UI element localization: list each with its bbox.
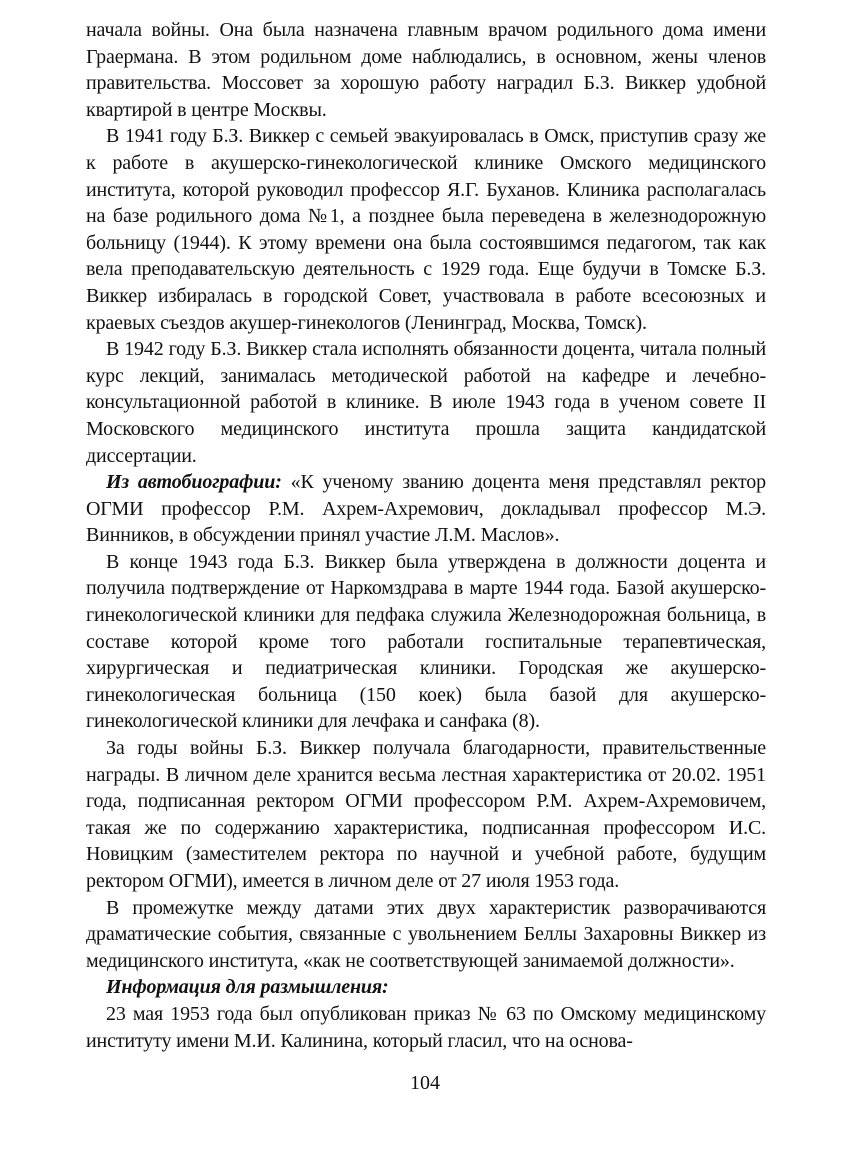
paragraph-7: В промежутке между датами этих двух характеристик разворачиваются драматические события, связанные с увольнением Беллы Захаровны Виккер из медицинского института, «как не соответствующей занимаемой должности». [86,896,766,972]
paragraph-9: 23 мая 1953 года был опубликован приказ № 63 по Омскому медицинскому институту имени М.И. Калинина, который гласил, что на основа- [86,1002,766,1052]
paragraph-6: За годы войны Б.З. Виккер получала благодарности, правительственные награды. В личном деле хранится весьма лестная характеристика от 20.02. 1951 года, подписанная ректором ОГМИ профессором Р.М. Ахрем-Ахремовичем, такая же по содержанию характеристика, подписанная профессором И.С. Новицким (заместителем ректора по научной и учебной работе, будущим ректором ОГМИ), имеется в личном деле от 27 июля 1953 года. [86,737,766,892]
autobiography-quote: «К ученому званию доцента меня представлял ректор ОГМИ профессор Р.М. Ахрем-Ахремович, докладывал профессор М.Э. Винников, в обсуждении принял участие Л.М. Маслов». [86,471,766,547]
paragraph-3: В 1942 году Б.З. Виккер стала исполнять обязанности доцента, читала полный курс лекций, занималась методической работой на кафедре и лечебно-консультационной работой в клинике. В июле 1943 года в ученом совете II Московского медицинского института прошла защита кандидатской диссертации. [86,338,766,467]
paragraph-1: начала войны. Она была назначена главным врачом родильного дома имени Граермана. В этом родильном доме наблюдались, в основном, жены членов правительства. Моссовет за хорошую работу наградил Б.З. Виккер удобной квартирой в центре Москвы. [86,19,766,121]
paragraph-5: В конце 1943 года Б.З. Виккер была утверждена в должности доцента и получила подтверждение от Наркомздрава в марте 1944 года. Базой акушерско-гинекологической клиники для педфака служила Железнодорожная больница, в составе которой кроме того работали госпитальные терапевтическая, хирургическая и педиатрическая клиники. Городская же акушерско-гинекологическая больница (150 коек) была базой для акушерско-гинекологической клиники для лечфака и санфака (8). [86,550,766,733]
page-number: 104 [410,1072,440,1094]
paragraph-2: В 1941 году Б.З. Виккер с семьей эвакуировалась в Омск, приступив сразу же к работе в акушерско-гинекологической клинике Омского медицинского института, которой руководил профессор Я.Г. Буханов. Клиника располагалась на базе родильного дома №1, а позднее была переведена в железнодорожную больницу (1944). К этому времени она была состоявшимся педагогом, так как вела преподавательскую деятельность с 1929 года. Еще будучи в Томске Б.З. Виккер избиралась в городской Совет, участвовала в работе всесоюзных и краевых съездов акушер-гинекологов (Ленинград, Москва, Томск). [86,125,766,334]
paragraph-8 [86,974,766,1001]
autobiography-lead: Из автобиографии: [106,471,282,494]
paragraph-4 [86,469,766,549]
reflection-heading: Информация для размышления: [106,976,389,999]
body-text [86,17,766,1054]
